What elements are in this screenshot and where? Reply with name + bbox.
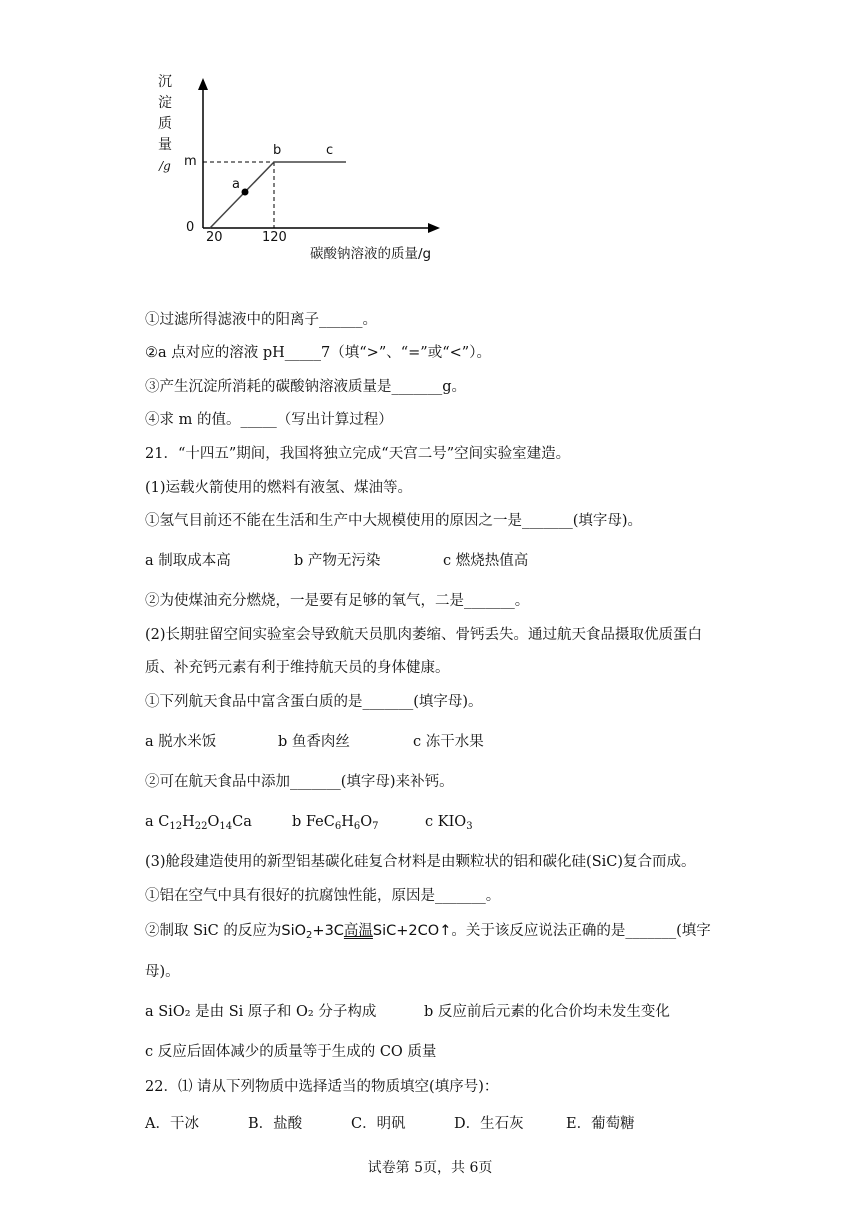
q21-p3-option-c: c 反应后固体减少的质量等于生成的 CO 质量	[145, 1044, 437, 1060]
q21-part1-q1: ①氢气目前还不能在生活和生产中大规模使用的原因之一是_______(填字母)。	[145, 513, 643, 529]
q21-part3-q2-pre: ②制取 SiC 的反应为	[145, 923, 282, 939]
q21-part2-line2: 质、补充钙元素有利于维持航天员的身体健康。	[145, 660, 450, 676]
q21-part3: (3)舱段建造使用的新型铝基碳化硅复合材料是由颗粒状的铝和碳化硅(SiC)复合而成。	[145, 854, 696, 870]
q21-p2-calcium-option-b-prefix: b FeC	[292, 814, 335, 830]
graph-svg	[150, 70, 470, 270]
q22-option-d: D．生石灰	[454, 1116, 524, 1132]
q21-p2-calcium-option-b: b $FeC_6H_6O_7$	[292, 814, 379, 832]
q21-part3-q2-post: 。关于该反应说法正确的是_______(填字	[451, 923, 711, 939]
q21-part1-q2: ②为使煤油充分燃烧，一是要有足够的氧气，二是_______。	[145, 593, 530, 609]
q21-part3-q2	[145, 921, 711, 946]
q21-p2-calcium-option-a: a $C_{12}H_{22}O_{14}Ca$	[145, 814, 252, 832]
q21-part2-q1: ①下列航天食品中富含蛋白质的是_______(填字母)。	[145, 694, 483, 710]
x-tick-120: 120	[262, 230, 287, 245]
q21-p2-option-a: a 脱水米饭	[145, 734, 217, 750]
q20-sub2: ②a 点对应的溶液 pH_____7（填“>”、“=”或“<”）。	[145, 345, 491, 361]
q21-p2-calcium-option-a-prefix: a C	[145, 814, 170, 830]
q21-p3-option-a: a SiO₂ 是由 Si 原子和 O₂ 分子构成	[145, 1004, 377, 1020]
point-b-label: b	[273, 143, 282, 158]
q21-p2-calcium-option-c: c $KIO_3$	[425, 814, 473, 832]
sic-reaction-equation: SiO$_2$+3C高温SiC+2CO↑	[281, 923, 452, 941]
q21-p1-option-c: c 燃烧热值高	[443, 553, 529, 569]
y-axis-arrow	[198, 78, 208, 90]
q22-option-c: C．明矾	[351, 1116, 406, 1132]
q21-part3-q2-line2: 母)。	[145, 964, 180, 980]
page-footer: 试卷第 5页，共 6页	[367, 1160, 493, 1176]
q22-option-a: A．干冰	[145, 1116, 199, 1132]
origin-label: 0	[186, 220, 195, 235]
q21-p2-option-c: c 冻干水果	[413, 734, 484, 750]
y-label-char: 淀	[158, 95, 172, 111]
q21-p3-option-b: b 反应前后元素的化合价均未发生变化	[424, 1004, 670, 1020]
q22-option-b: B．盐酸	[248, 1116, 303, 1132]
y-label-char: /g	[159, 159, 171, 173]
y-label-char: 量	[158, 137, 172, 153]
q22-intro: 22．⑴ 请从下列物质中选择适当的物质填空(填序号)：	[145, 1079, 499, 1095]
q20-sub4: ④求 m 的值。_____（写出计算过程）	[145, 412, 393, 428]
q21-part3-q1: ①铝在空气中具有很好的抗腐蚀性能，原因是_______。	[145, 888, 501, 904]
precipitate-graph	[150, 70, 470, 270]
q22-option-e: E．葡萄糖	[566, 1116, 635, 1132]
q21-p2-calcium-option-c-text: c KIO	[425, 814, 467, 830]
x-tick-20: 20	[206, 230, 223, 245]
q21-p1-option-a: a 制取成本高	[145, 553, 231, 569]
y-label-char: 沉	[158, 74, 172, 90]
q21-part2-q2: ②可在航天食品中添加_______(填字母)来补钙。	[145, 774, 454, 790]
q20-sub1: ①过滤所得滤液中的阳离子______。	[145, 312, 377, 328]
q21-part1: (1)运载火箭使用的燃料有液氢、煤油等。	[145, 480, 413, 496]
q21-intro: 21．“十四五”期间，我国将独立完成“天宫二号”空间实验室建造。	[145, 446, 571, 462]
x-axis-arrow	[428, 223, 440, 233]
m-label: m	[184, 154, 197, 169]
y-label-char: 质	[158, 116, 172, 132]
point-a-label: a	[232, 177, 240, 192]
q20-sub3: ③产生沉淀所消耗的碳酸钠溶液质量是_______g。	[145, 379, 467, 395]
rising-segment	[210, 162, 274, 228]
point-c-label: c	[326, 143, 334, 158]
point-a-dot	[242, 189, 249, 196]
q21-part2-line1: (2)长期驻留空间实验室会导致航天员肌肉萎缩、骨钙丢失。通过航天食品摄取优质蛋白	[145, 627, 703, 643]
x-axis-label: 碳酸钠溶液的质量/g	[310, 246, 432, 262]
y-axis-label	[157, 72, 173, 177]
q21-p1-option-b: b 产物无污染	[294, 553, 381, 569]
q21-p2-option-b: b 鱼香肉丝	[278, 734, 350, 750]
